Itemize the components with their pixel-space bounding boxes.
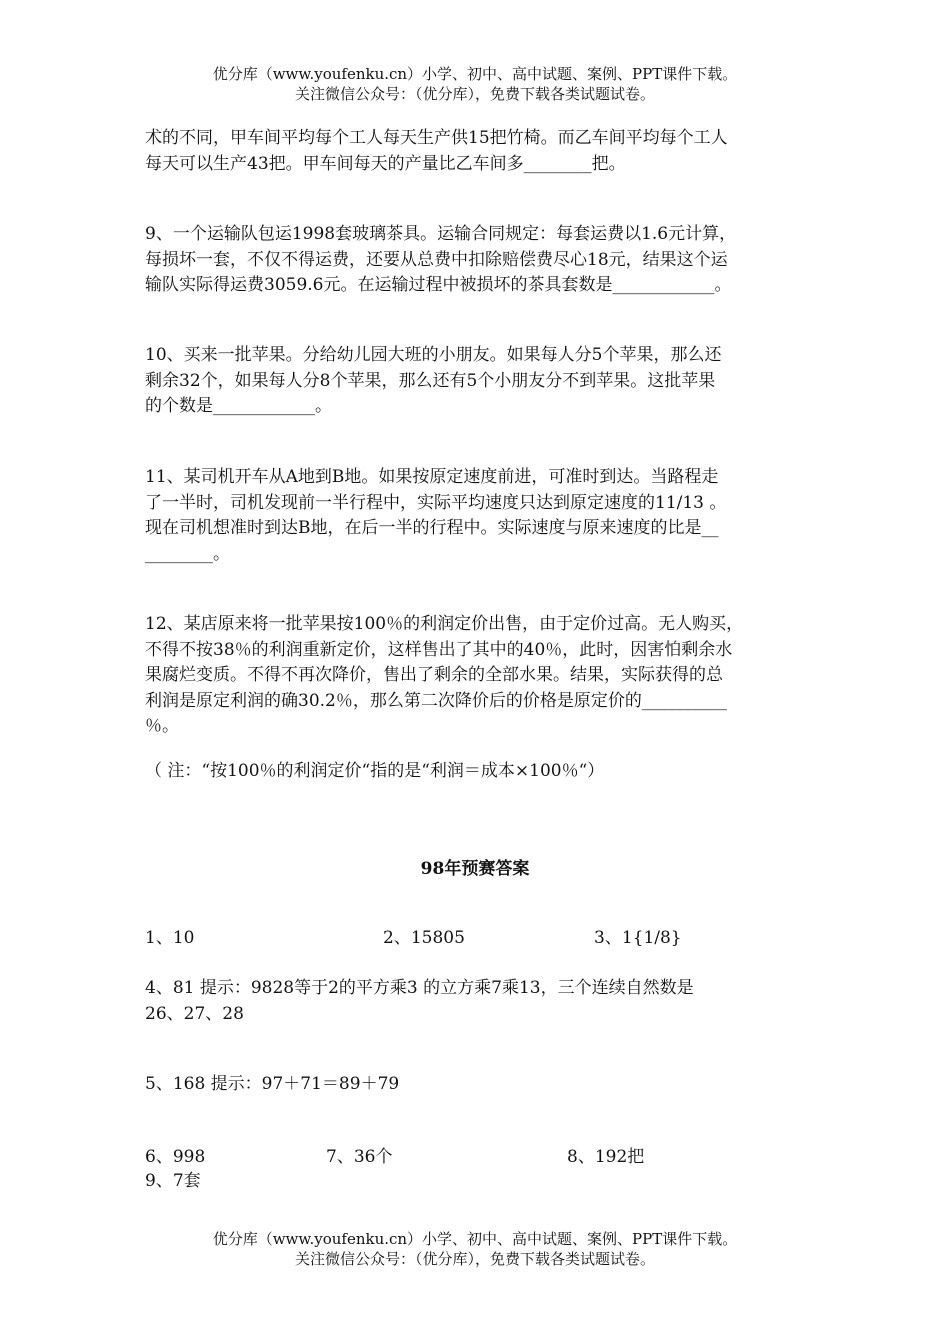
text-line: 10、买来一批苹果。分给幼儿园大班的小朋友。如果每人分5个苹果，那么还 — [145, 345, 722, 365]
text-line: ________。 — [145, 543, 230, 564]
note-text: （ 注：“按100％的利润定价“指的是“利润＝成本×100％“） — [145, 761, 605, 781]
footer-line-2: 关注微信公众号：（优分库），免费下载各类试题试卷。 — [294, 1250, 655, 1268]
question-9 — [145, 222, 815, 299]
header-line-2: 关注微信公众号：（优分库），免费下载各类试题试卷。 — [294, 85, 655, 103]
page-footer — [0, 1229, 950, 1269]
footer-line-1: 优分库（www.youfenku.cn）小学、初中、高中试题、案例、PPT课件下载。 — [212, 1230, 738, 1248]
text-line: 12、某店原来将一批苹果按100％的利润定价出售，由于定价过高。无人购买， — [145, 614, 744, 634]
question-10 — [145, 343, 815, 420]
text-line: 4、81 提示：9828等于2的平方乘3 的立方乘7乘13，三个连续自然数是 — [145, 978, 694, 998]
text-line: 现在司机想准时到达B地，在后一半的行程中。实际速度与原来速度的比是__ — [145, 518, 719, 538]
text-line: 果腐烂变质。不得不再次降价，售出了剩余的全部水果。结果，实际获得的总 — [145, 665, 723, 685]
text-line: 输队实际得运费3059.6元。在运输过程中被损坏的茶具套数是____________。 — [145, 275, 732, 295]
text-line: 利润是原定利润的确30.2％，那么第二次降价后的价格是原定价的__________ — [145, 690, 727, 711]
text-line: 9、一个运输队包运1998套玻璃茶具。运输合同规定：每套运费以1.6元计算， — [145, 224, 737, 244]
text-line: 术的不同，甲车间平均每个工人每天生产供15把竹椅。而乙车间平均每个工人 — [145, 128, 728, 148]
answer-8: 8、192把 — [567, 1147, 645, 1167]
text-line: 剩余32个，如果每人分8个苹果，那么还有5个小朋友分不到苹果。这批苹果 — [145, 370, 716, 391]
text-line: ％。 — [145, 716, 179, 736]
answer-9: 9、7套 — [145, 1171, 201, 1191]
answer-1: 1、10 — [145, 928, 195, 948]
question-12 — [145, 612, 815, 740]
answer-5: 5、168 提示：97＋71＝89＋79 — [145, 1074, 400, 1094]
answer-6: 6、998 — [145, 1147, 206, 1167]
note — [145, 759, 815, 785]
answer-7: 7、36个 — [326, 1147, 393, 1167]
text-line: 每损坏一套，不仅不得运费，还要从总费中扣除赔偿费尽心18元，结果这个运 — [145, 249, 728, 270]
answer-4 — [145, 976, 815, 1027]
answer-2: 2、15805 — [383, 928, 465, 948]
text-line: 了一半时，司机发现前一半行程中，实际平均速度只达到原定速度的11/13 。 — [145, 492, 727, 513]
header-line-1: 优分库（www.youfenku.cn）小学、初中、高中试题、案例、PPT课件下载。 — [212, 65, 738, 83]
text-line: 26、27、28 — [145, 1003, 244, 1024]
page-header — [0, 64, 950, 104]
text-line: 11、某司机开车从A地到B地。如果按原定速度前进，可准时到达。当路程走 — [145, 467, 719, 487]
text-line: 每天可以生产43把。甲车间每天的产量比乙车间多________把。 — [145, 153, 626, 174]
question-11 — [145, 465, 815, 567]
text-line: 的个数是____________。 — [145, 396, 332, 416]
text-line: 不得不按38％的利润重新定价，这样售出了其中的40％，此时，因害怕剩余水 — [145, 639, 733, 660]
question-8-continued — [145, 126, 815, 177]
answer-3: 3、1{1/8} — [594, 928, 682, 948]
answers-title: 98年预赛答案 — [420, 859, 530, 879]
